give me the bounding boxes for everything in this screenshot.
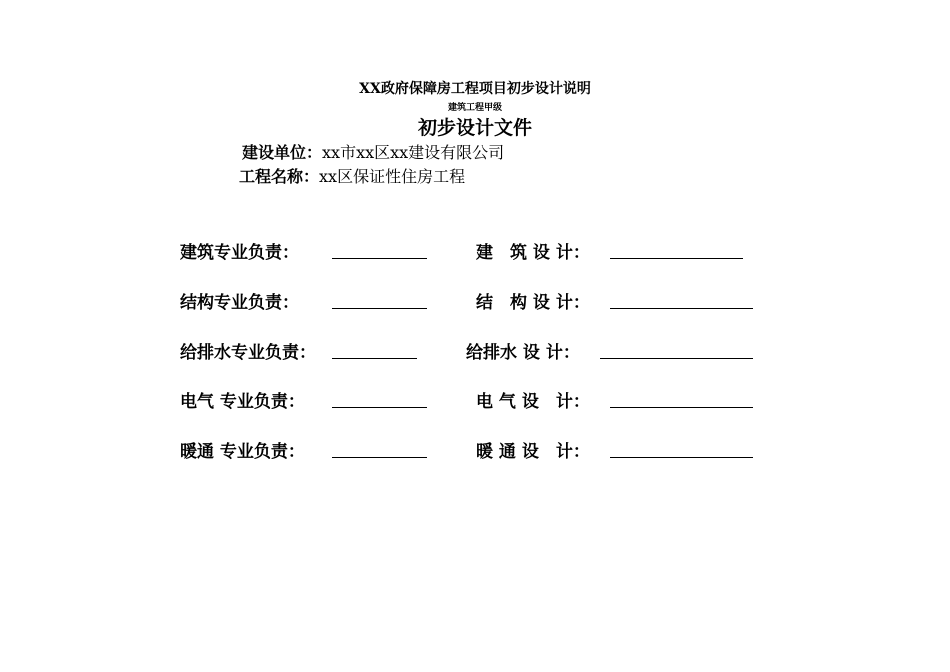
- hvac-design-label: 暖 通 设 计：: [476, 442, 590, 462]
- document-heading: 初步设计文件: [417, 117, 532, 139]
- plumbing-design-label: 给排水 设 计：: [466, 343, 580, 363]
- architecture-lead-label: 建筑专业负责：: [180, 243, 299, 263]
- electrical-lead-signature-line[interactable]: [332, 407, 427, 408]
- structure-design-label: 结 构 设 计：: [476, 293, 590, 313]
- electrical-design-signature-line[interactable]: [610, 407, 753, 408]
- plumbing-lead-signature-line[interactable]: [332, 358, 417, 359]
- plumbing-design-signature-line[interactable]: [600, 358, 753, 359]
- electrical-design-label: 电 气 设 计：: [476, 392, 590, 412]
- project-label: 工程名称：: [239, 167, 320, 186]
- structure-lead-label: 结构专业负责：: [180, 293, 299, 313]
- hvac-lead-signature-line[interactable]: [332, 457, 427, 458]
- client-label: 建设单位：: [242, 143, 323, 162]
- document-title: XX政府保障房工程项目初步设计说明: [359, 81, 591, 97]
- electrical-lead-label: 电气 专业负责：: [180, 392, 305, 412]
- client-value: xx市xx区xx建设有限公司: [322, 143, 505, 162]
- architecture-lead-signature-line[interactable]: [332, 258, 427, 259]
- project-value: xx区保证性住房工程: [319, 167, 466, 186]
- plumbing-lead-label: 给排水专业负责：: [180, 343, 316, 363]
- structure-design-signature-line[interactable]: [610, 308, 753, 309]
- structure-lead-signature-line[interactable]: [332, 308, 427, 309]
- hvac-design-signature-line[interactable]: [610, 457, 753, 458]
- document-subtitle: 建筑工程甲级: [447, 103, 502, 113]
- hvac-lead-label: 暖通 专业负责：: [180, 442, 305, 462]
- architecture-design-label: 建 筑 设 计：: [476, 243, 590, 263]
- architecture-design-signature-line[interactable]: [610, 258, 743, 259]
- project-row: [239, 164, 465, 187]
- client-row: [242, 140, 504, 163]
